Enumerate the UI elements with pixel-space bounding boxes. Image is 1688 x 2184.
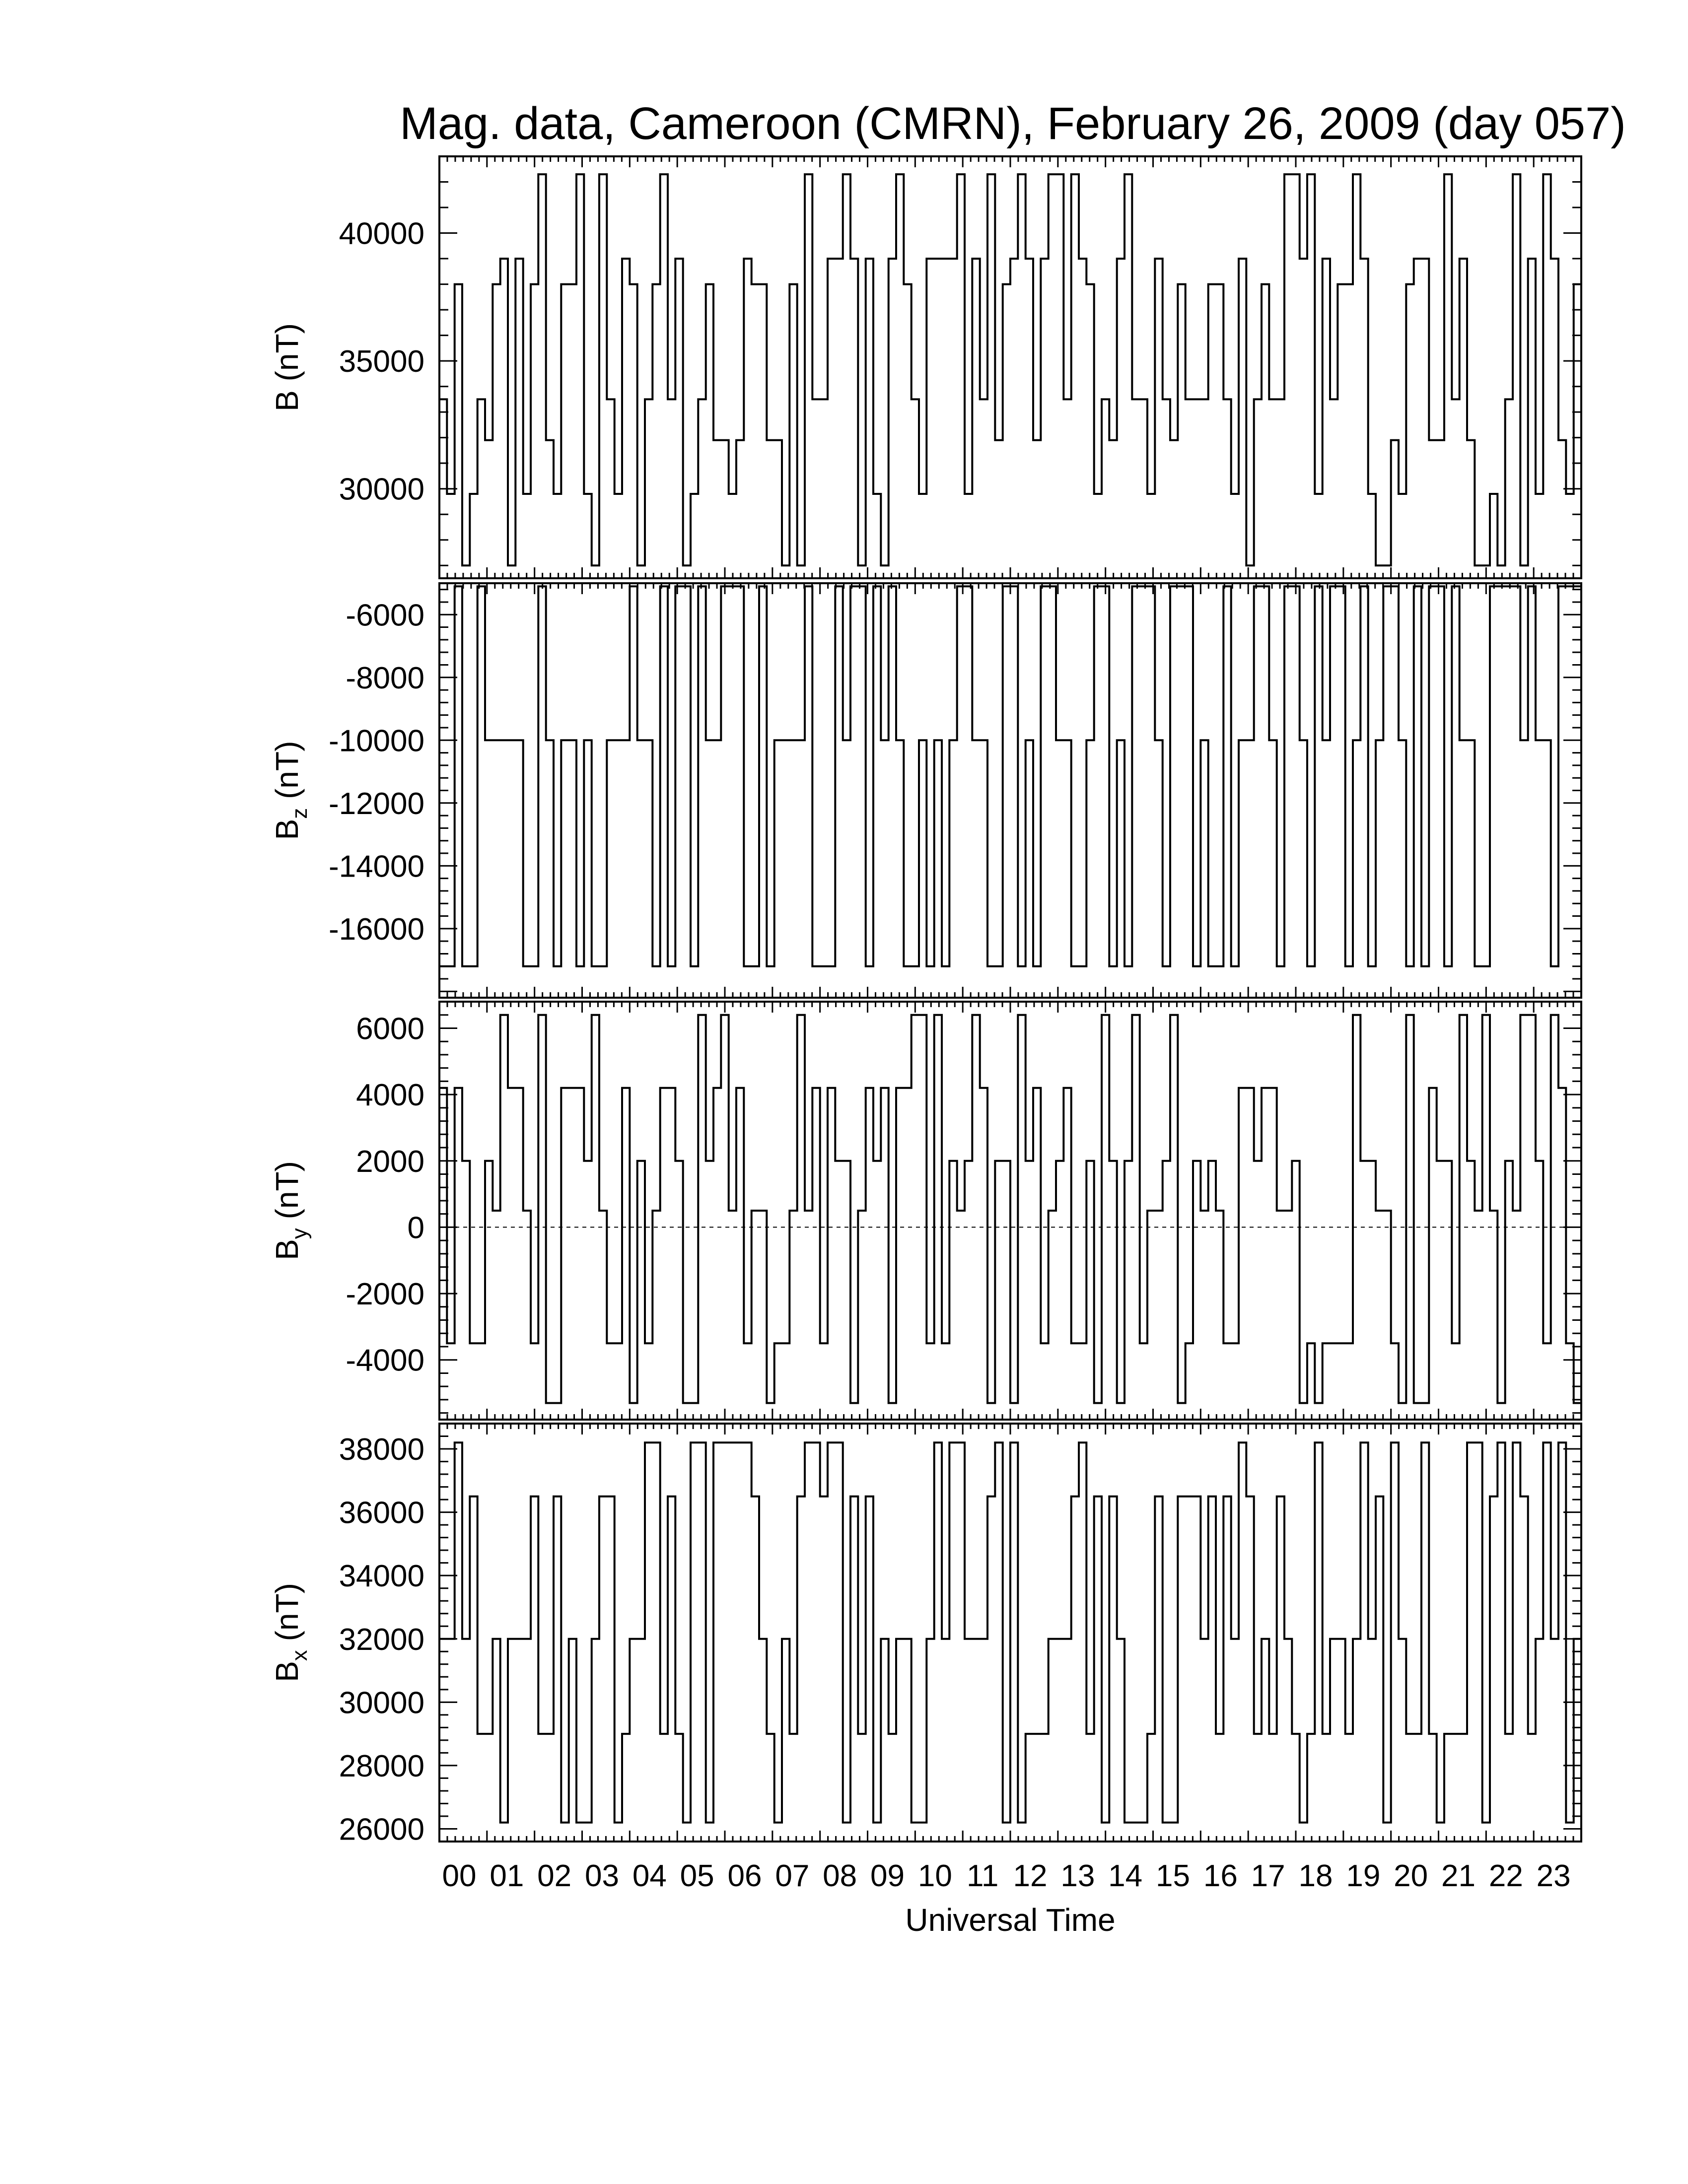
x-tick-labels	[442, 1859, 1571, 1893]
chart-title: Mag. data, Cameroon (CMRN), February 26, 2009 (day 057)	[400, 98, 1626, 149]
x-tick-label: 22	[1488, 1859, 1523, 1893]
x-tick-label: 00	[442, 1859, 477, 1893]
y-tick-label: 6000	[356, 1012, 424, 1046]
y-tick-label: -6000	[346, 598, 424, 633]
panel-By	[269, 1002, 1581, 1420]
panel-Bz	[269, 583, 1581, 998]
x-tick-label: 08	[823, 1859, 857, 1893]
x-tick-label: 04	[632, 1859, 667, 1893]
x-tick-label: 14	[1108, 1859, 1143, 1893]
x-tick-label: 09	[870, 1859, 905, 1893]
panel-frame-Bz	[439, 583, 1581, 998]
x-tick-label: 20	[1394, 1859, 1428, 1893]
y-tick-label: 4000	[356, 1078, 424, 1113]
series-trace-Bx	[439, 1442, 1581, 1822]
x-tick-label: 05	[680, 1859, 714, 1893]
panels-group	[269, 156, 1581, 1846]
x-tick-label: 07	[775, 1859, 810, 1893]
x-tick-label: 06	[727, 1859, 762, 1893]
x-tick-label: 13	[1060, 1859, 1095, 1893]
y-tick-label: 2000	[356, 1144, 424, 1179]
x-tick-label: 18	[1298, 1859, 1333, 1893]
y-tick-label: 36000	[339, 1496, 424, 1530]
panel-frame-B	[439, 156, 1581, 578]
y-tick-label: 30000	[339, 1686, 424, 1720]
y-tick-label: -16000	[328, 912, 424, 947]
y-tick-label: 30000	[339, 472, 424, 507]
y-tick-label: 26000	[339, 1812, 424, 1847]
y-tick-label: -14000	[328, 849, 424, 884]
series-trace-B	[439, 174, 1581, 565]
x-tick-label: 12	[1013, 1859, 1048, 1893]
x-tick-label: 21	[1441, 1859, 1476, 1893]
x-tick-label: 01	[490, 1859, 524, 1893]
panel-B	[269, 156, 1581, 578]
y-tick-label: -4000	[346, 1343, 424, 1378]
x-tick-label: 23	[1536, 1859, 1571, 1893]
x-axis-label: Universal Time	[905, 1902, 1116, 1938]
y-tick-label: -8000	[346, 661, 424, 695]
y-tick-label: 38000	[339, 1433, 424, 1467]
y-tick-label: -2000	[346, 1277, 424, 1312]
x-tick-label: 11	[966, 1859, 999, 1893]
x-tick-label: 03	[585, 1859, 619, 1893]
y-axis-label-By: $B_y$ (nT)	[269, 1161, 312, 1260]
y-axis-label-Bz: $B_z$ (nT)	[269, 741, 312, 840]
y-tick-label: 0	[407, 1211, 424, 1245]
y-tick-label: 32000	[339, 1622, 424, 1657]
x-tick-label: 16	[1203, 1859, 1238, 1893]
x-tick-label: 02	[537, 1859, 572, 1893]
y-tick-label: 28000	[339, 1749, 424, 1783]
y-tick-label: 35000	[339, 344, 424, 379]
y-tick-label: -12000	[328, 786, 424, 821]
x-tick-label: 15	[1156, 1859, 1190, 1893]
series-trace-Bz	[439, 586, 1581, 966]
series-trace-By	[439, 1015, 1581, 1403]
y-tick-label: -10000	[328, 724, 424, 758]
x-tick-label: 10	[917, 1859, 952, 1893]
y-tick-label: 34000	[339, 1559, 424, 1594]
y-axis-label-B: B (nT)	[269, 323, 305, 411]
panel-Bx	[269, 1424, 1581, 1846]
y-tick-label: 40000	[339, 216, 424, 251]
x-tick-label: 17	[1251, 1859, 1285, 1893]
y-axis-label-Bx: $B_x$ (nT)	[269, 1583, 312, 1682]
x-tick-label: 19	[1346, 1859, 1381, 1893]
